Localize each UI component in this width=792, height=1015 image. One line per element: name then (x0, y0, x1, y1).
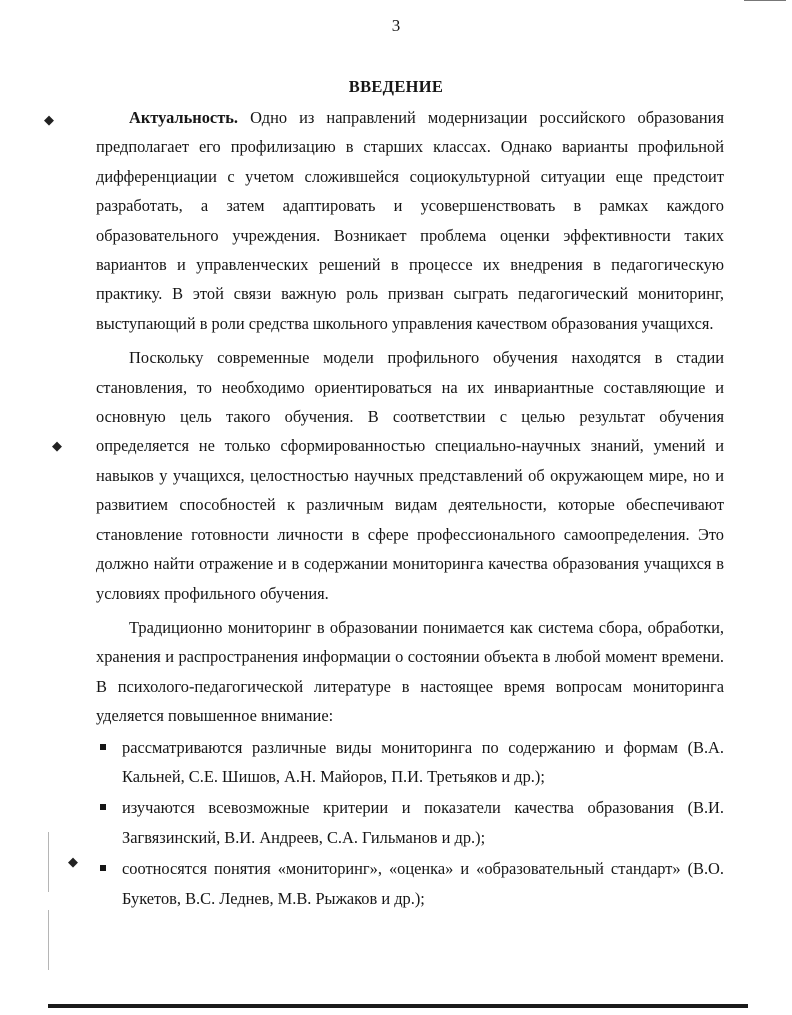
square-bullet-icon (100, 804, 106, 810)
scan-margin-line (48, 832, 49, 892)
body-text (96, 103, 724, 915)
square-bullet-icon (100, 865, 106, 871)
paragraph-lead: Актуальность. (129, 108, 239, 127)
bullet-list (96, 733, 724, 913)
list-item-text: рассматриваются различные виды мониторинга по содержанию и формам (В.А. Кальней, С.Е. Шишов, А.Н. Майоров, П.И. Третьяков и др.); (122, 737, 724, 786)
page-number: 3 (391, 16, 401, 35)
list-item-text: соотносятся понятия «мониторинг», «оценка» и «образовательный стандарт» (В.О. Букетов, В.С. Леднев, М.В. Рыжаков и др.); (122, 859, 724, 908)
scan-margin-line (48, 910, 49, 970)
list-item (96, 854, 724, 913)
list-item-text: изучаются всевозможные критерии и показатели качества образования (В.И. Загвязинский, В.И. Андреев, С.А. Гильманов и др.); (122, 798, 724, 847)
scan-speck-icon: ◆ (68, 855, 78, 870)
paragraph-monitoring: Традиционно мониторинг в образовании понимается как система сбора, обработки, хранения и распространения информации о состоянии объекта в любой момент времени. В психолого-педагогической литературе в настоящее время вопросам мониторинга уделяется повышенное внимание: (96, 617, 724, 726)
page-title: ВВЕДЕНИЕ (348, 77, 444, 96)
list-item (96, 793, 724, 852)
page-bottom-edge (48, 1004, 748, 1008)
list-item (96, 733, 724, 792)
paragraph-text: Одно из направлений модернизации российского образования предполагает его профилизацию в старших классах. Однако варианты профильной дифференциации с учетом сложившейся социокультурной ситуации еще предстоит разработать, а затем адаптировать и усовершенствовать в рамках каждого образовательного учреждения. Возникает проблема оценки эффективности таких вариантов и управленческих решений в процессе их внедрения в педагогическую практику. В этой связи важную роль призван сыграть педагогический мониторинг, выступающий в роли средства школьного управления качеством образования учащихся. (96, 108, 724, 333)
paragraph-models: Поскольку современные модели профильного обучения находятся в стадии становления, то необходимо ориентироваться на их инвариантные составляющие и основную цель такого обучения. В соответствии с целью результат обучения определяется не только сформированностью специально-научных знаний, умений и навыков у учащихся, целостностью научных представлений об окружающем мире, но и развитием способностей к различным видам деятельности, которые обеспечивают становление готовности личности в сфере профессионального самоопределения. Это должно найти отражение и в содержании мониторинга качества образования учащихся в условиях профильного обучения. (96, 348, 724, 603)
square-bullet-icon (100, 744, 106, 750)
scan-speck-icon: ◆ (52, 439, 62, 454)
scan-edge-line (744, 0, 786, 1)
scan-speck-icon: ◆ (44, 113, 54, 128)
paragraph-relevance (96, 103, 724, 338)
